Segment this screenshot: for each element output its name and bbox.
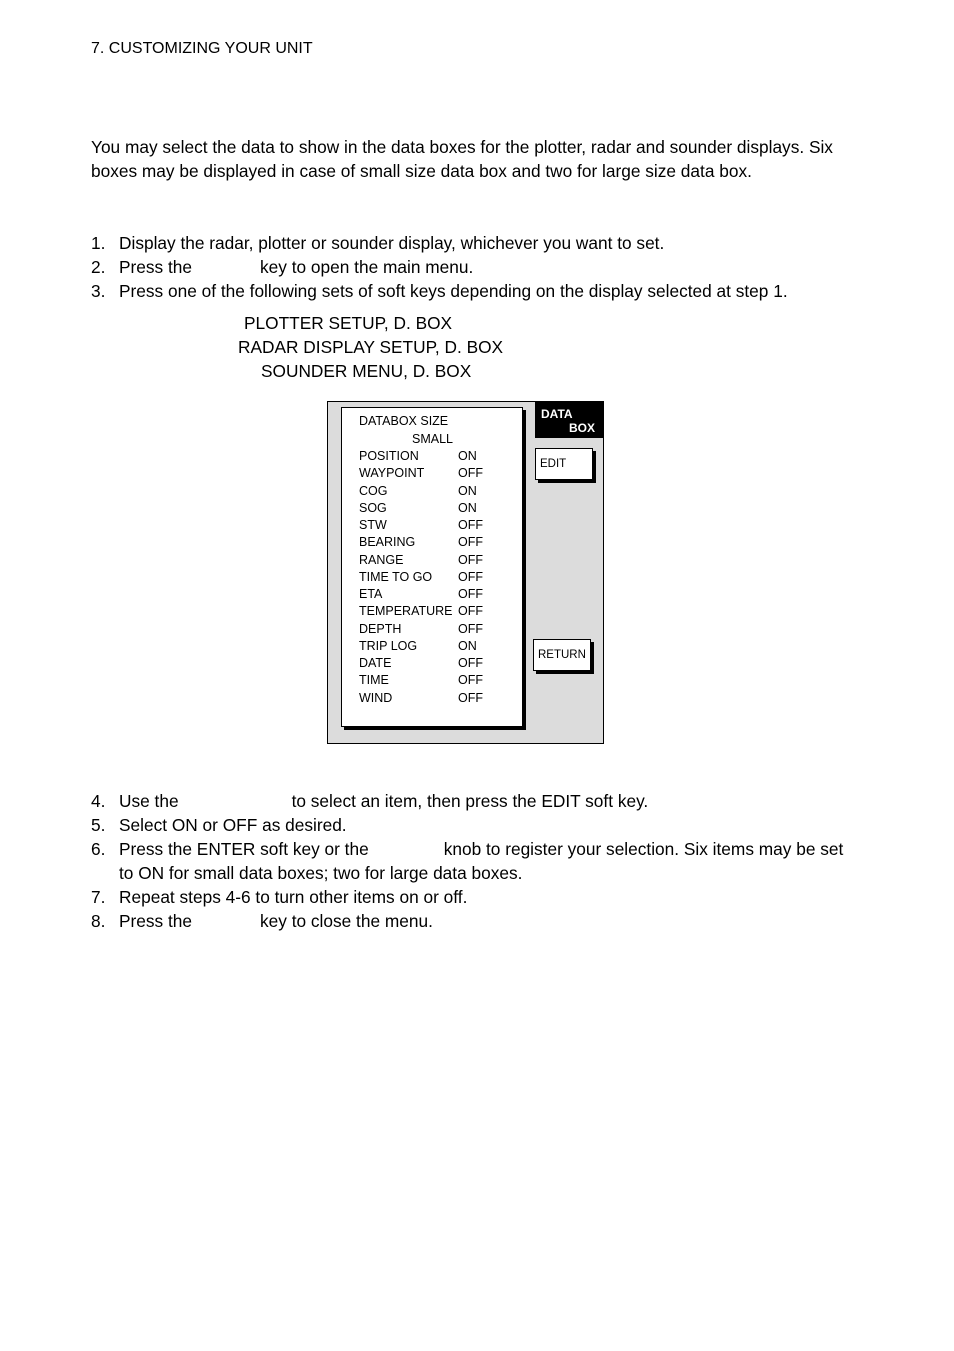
menu-item-row[interactable]: [359, 501, 519, 518]
menu-item-row[interactable]: [359, 656, 519, 673]
menu-item-value: ON: [458, 638, 477, 653]
databox-size-value[interactable]: SMALL: [412, 432, 453, 446]
menu-item-value: OFF: [458, 656, 483, 670]
step-text: Repeat steps 4-6 to turn other items on or off.: [119, 887, 468, 907]
return-button[interactable]: [533, 639, 591, 671]
edit-button[interactable]: [535, 448, 593, 480]
databox-menu-panel: [341, 407, 523, 727]
menu-item-row[interactable]: [359, 484, 519, 501]
plotter-route: PLOTTER SETUP, D. BOX: [244, 313, 453, 333]
menu-item-label: BEARING: [359, 535, 416, 550]
step-text-post: knob to register your selection. Six items may be set to ON for small data boxes; two for large data boxes.: [119, 839, 844, 883]
menu-item-value: OFF: [458, 535, 483, 550]
menu-item-label: POSITION: [359, 449, 419, 463]
step-text-pre: Press the: [119, 257, 192, 277]
step-number: 2.: [91, 257, 106, 277]
menu-item-row[interactable]: [359, 604, 519, 621]
menu-item-value: OFF: [458, 604, 483, 619]
menu-item-row[interactable]: [359, 587, 519, 604]
menu-item-row[interactable]: [359, 518, 519, 535]
step-number: 6.: [91, 839, 106, 859]
softkey-title-line2: BOX: [569, 421, 596, 435]
menu-item-row[interactable]: [359, 639, 519, 656]
step-text: Display the radar, plotter or sounder display, whichever you want to set.: [119, 233, 665, 253]
menu-item-value: OFF: [458, 587, 483, 601]
step-number: 8.: [91, 911, 106, 931]
step-text: Press one of the following sets of soft keys depending on the display selected at step 1.: [119, 281, 788, 301]
menu-item-label: TEMPERATURE: [359, 604, 453, 619]
radar-route: RADAR DISPLAY SETUP, D. BOX: [238, 337, 504, 357]
intro-paragraph: You may select the data to show in the data boxes for the plotter, radar and sounder displays. Six boxes may be displayed in case of small size data box and two for large size data box.: [91, 137, 833, 181]
step-number: 1.: [91, 233, 106, 253]
menu-item-value: OFF: [458, 552, 483, 567]
step-text-post: to select an item, then press the EDIT soft key.: [291, 791, 649, 811]
menu-item-label: ETA: [359, 587, 383, 601]
step-item: [91, 789, 851, 813]
databox-menu-figure: [327, 401, 604, 744]
menu-item-value: ON: [458, 449, 477, 463]
step-text-pre: Press the: [119, 911, 192, 931]
menu-item-label: WIND: [359, 690, 393, 705]
step-item: [91, 813, 851, 837]
menu-item-value: ON: [458, 483, 477, 498]
menu-item-label: DEPTH: [359, 621, 402, 636]
steps-list-bottom: [91, 789, 851, 933]
menu-item-row[interactable]: [359, 535, 519, 552]
step-text-pre: Use the: [119, 791, 179, 811]
step-number: 7.: [91, 887, 106, 907]
menu-item-value: OFF: [458, 690, 483, 705]
menu-item-row[interactable]: [359, 570, 519, 587]
menu-item-row[interactable]: [359, 449, 519, 466]
step-number: 5.: [91, 815, 106, 835]
step-item: [91, 837, 851, 885]
step-text-post: key to close the menu.: [260, 911, 433, 931]
step-item: [91, 279, 851, 303]
menu-item-value: OFF: [458, 569, 483, 584]
step-item: [91, 231, 851, 255]
menu-item-value: OFF: [458, 466, 483, 481]
menu-item-row[interactable]: [359, 622, 519, 639]
menu-item-label: TRIP LOG: [359, 638, 418, 653]
menu-item-label: RANGE: [359, 552, 404, 567]
menu-item-row[interactable]: [359, 553, 519, 570]
menu-item-value: OFF: [458, 518, 483, 532]
step-text-post: key to open the main menu.: [260, 257, 474, 277]
step-item: [91, 885, 851, 909]
menu-item-label: TIME: [359, 673, 389, 688]
step-number: 4.: [91, 791, 106, 811]
menu-item-value: OFF: [458, 673, 483, 688]
edit-button-label: EDIT: [540, 458, 567, 470]
data-box-softkey-title: [535, 402, 603, 438]
databox-size-label: DATABOX SIZE: [359, 414, 449, 428]
sounder-route: SOUNDER MENU, D. BOX: [261, 361, 472, 381]
return-button-label: RETURN: [538, 649, 586, 661]
menu-item-label: STW: [359, 518, 387, 532]
menu-item-row[interactable]: [359, 673, 519, 690]
menu-item-value: OFF: [458, 621, 483, 636]
menu-item-row[interactable]: [359, 691, 519, 708]
menu-item-label: SOG: [359, 500, 387, 515]
menu-item-row[interactable]: [359, 466, 519, 483]
menu-item-label: COG: [359, 483, 388, 498]
step-item: [91, 909, 851, 933]
step-number: 3.: [91, 281, 106, 301]
menu-item-label: DATE: [359, 656, 392, 670]
menu-item-value: ON: [458, 500, 477, 515]
step-item: [91, 255, 851, 279]
step-text-pre: Press the ENTER soft key or the: [119, 839, 369, 859]
step-text: Select ON or OFF as desired.: [119, 815, 347, 835]
steps-list-top: [91, 231, 851, 303]
menu-item-label: TIME TO GO: [359, 569, 433, 584]
softkey-title-line1: DATA: [541, 407, 573, 421]
page-header: 7. CUSTOMIZING YOUR UNIT: [91, 40, 313, 57]
menu-item-label: WAYPOINT: [359, 466, 425, 481]
